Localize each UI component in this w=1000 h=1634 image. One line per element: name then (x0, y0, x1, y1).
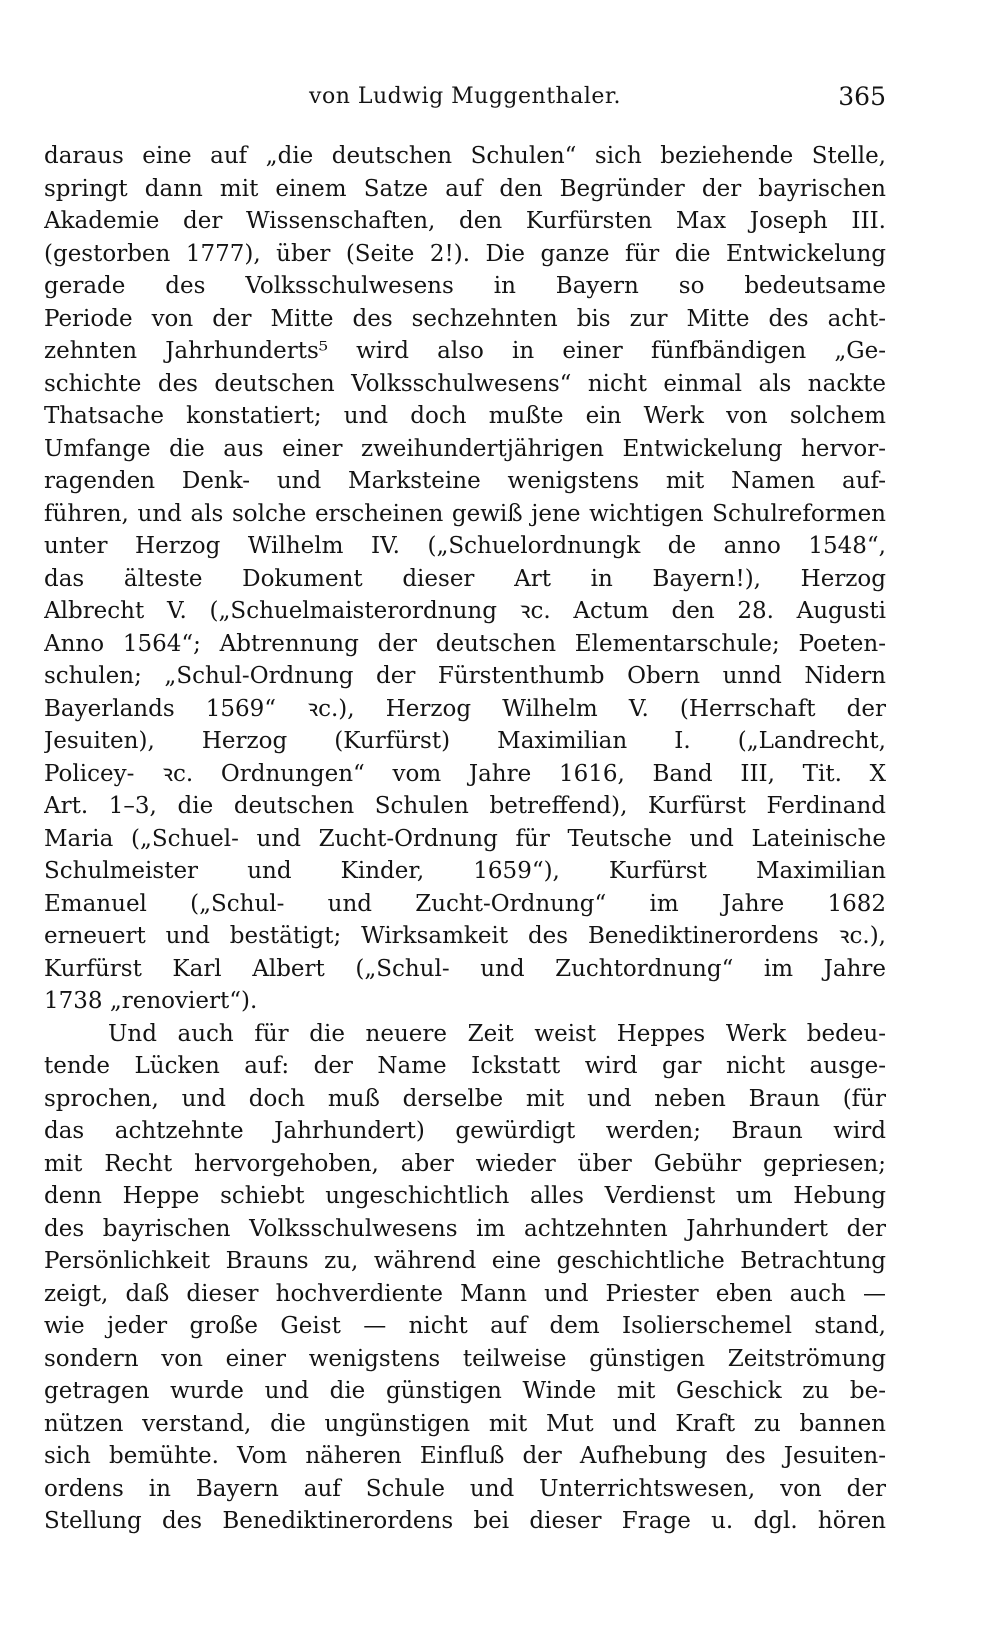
text-line: ragenden Denk- und Marksteine wenigstens mit Namen auf- (44, 468, 886, 494)
running-title: von Ludwig Muggenthaler. (309, 84, 621, 109)
text-line: getragen wurde und die günstigen Winde mit Geschick zu be- (44, 1378, 886, 1404)
text-line: schulen; „Schul-Ordnung der Fürstenthumb Obern unnd Nidern (44, 663, 886, 689)
text-line: des bayrischen Volksschulwesens im achtzehnten Jahrhundert der (44, 1215, 886, 1242)
paragraph-first-line: Und auch für die neuere Zeit weist Heppes Werk bedeu- (108, 1020, 886, 1047)
text-line: zehnten Jahrhunderts⁵ wird also in einer fünfbändigen „Ge- (44, 338, 886, 364)
text-line: Schulmeister und Kinder, 1659“), Kurfürst Maximilian (44, 858, 886, 884)
text-line: sprochen, und doch muß derselbe mit und neben Braun (für (44, 1085, 886, 1112)
text-line: Periode von der Mitte des sechzehnten bis zur Mitte des acht- (44, 305, 886, 332)
text-line: gerade des Volksschulwesens in Bayern so bedeutsame (44, 273, 886, 299)
text-line: Persönlichkeit Brauns zu, während eine geschichtliche Betrachtung (44, 1248, 886, 1274)
text-line: Art. 1–3, die deutschen Schulen betreffend), Kurfürst Ferdinand (44, 793, 886, 819)
text-line: wie jeder große Geist — nicht auf dem Isolierschemel stand, (44, 1313, 886, 1339)
running-head (44, 84, 886, 118)
text-line: Thatsache konstatiert; und doch mußte ein Werk von solchem (44, 403, 886, 429)
text-line: ordens in Bayern auf Schule und Unterrichtswesen, von der (44, 1475, 886, 1502)
text-line: nützen verstand, die ungünstigen mit Mut und Kraft zu bannen (44, 1410, 886, 1437)
text-line: Maria („Schuel- und Zucht-Ordnung für Teutsche und Lateinische (44, 825, 886, 852)
text-line: daraus eine auf „die deutschen Schulen“ sich beziehende Stelle, (44, 143, 886, 169)
text-line: schichte des deutschen Volksschulwesens“ nicht einmal als nackte (44, 370, 886, 397)
text-line: tende Lücken auf: der Name Ickstatt wird gar nicht ausge- (44, 1053, 886, 1079)
text-line: Jesuiten), Herzog (Kurfürst) Maximilian I. („Landrecht, (44, 728, 886, 754)
text-line: Umfange die aus einer zweihundertjährigen Entwickelung hervor- (44, 435, 886, 462)
text-line: Policey- ꝛc. Ordnungen“ vom Jahre 1616, Band III, Tit. X (44, 760, 886, 787)
text-line: denn Heppe schiebt ungeschichtlich alles Verdienst um Hebung (44, 1183, 886, 1209)
body-text (44, 140, 886, 1538)
text-line: Stellung des Benediktinerordens bei dieser Frage u. dgl. hören (44, 1508, 886, 1534)
text-line: Emanuel („Schul- und Zucht-Ordnung“ im Jahre 1682 (44, 890, 886, 917)
text-line: sich bemühte. Vom näheren Einfluß der Aufhebung des Jesuiten- (44, 1443, 886, 1469)
page-number: 365 (838, 82, 886, 111)
text-line: das achtzehnte Jahrhundert) gewürdigt werden; Braun wird (44, 1118, 886, 1144)
text-line: Anno 1564“; Abtrennung der deutschen Elementarschule; Poeten- (44, 630, 886, 657)
text-line: führen, und als solche erscheinen gewiß jene wichtigen Schulreformen (44, 500, 886, 527)
text-line: (gestorben 1777), über (Seite 2!). Die ganze für die Entwickelung (44, 240, 886, 267)
text-line: das älteste Dokument dieser Art in Bayern!), Herzog (44, 565, 886, 592)
text-line: unter Herzog Wilhelm IV. („Schuelordnungk de anno 1548“, (44, 533, 886, 559)
text-line: Albrecht V. („Schuelmaisterordnung ꝛc. Actum den 28. Augusti (44, 598, 886, 624)
text-line: zeigt, daß dieser hochverdiente Mann und Priester eben auch — (44, 1280, 886, 1307)
text-line: erneuert und bestätigt; Wirksamkeit des Benediktinerordens ꝛc.), (44, 923, 886, 949)
text-line: springt dann mit einem Satze auf den Begründer der bayrischen (44, 175, 886, 202)
text-line: Kurfürst Karl Albert („Schul- und Zuchtordnung“ im Jahre (44, 955, 886, 982)
text-line: mit Recht hervorgehoben, aber wieder über Gebühr gepriesen; (44, 1150, 886, 1177)
text-line: 1738 „renoviert“). (44, 988, 258, 1014)
text-line: sondern von einer wenigstens teilweise günstigen Zeitströmung (44, 1345, 886, 1372)
text-line: Bayerlands 1569“ ꝛc.), Herzog Wilhelm V. (Herrschaft der (44, 695, 886, 722)
text-line: Akademie der Wissenschaften, den Kurfürsten Max Joseph III. (44, 208, 886, 234)
